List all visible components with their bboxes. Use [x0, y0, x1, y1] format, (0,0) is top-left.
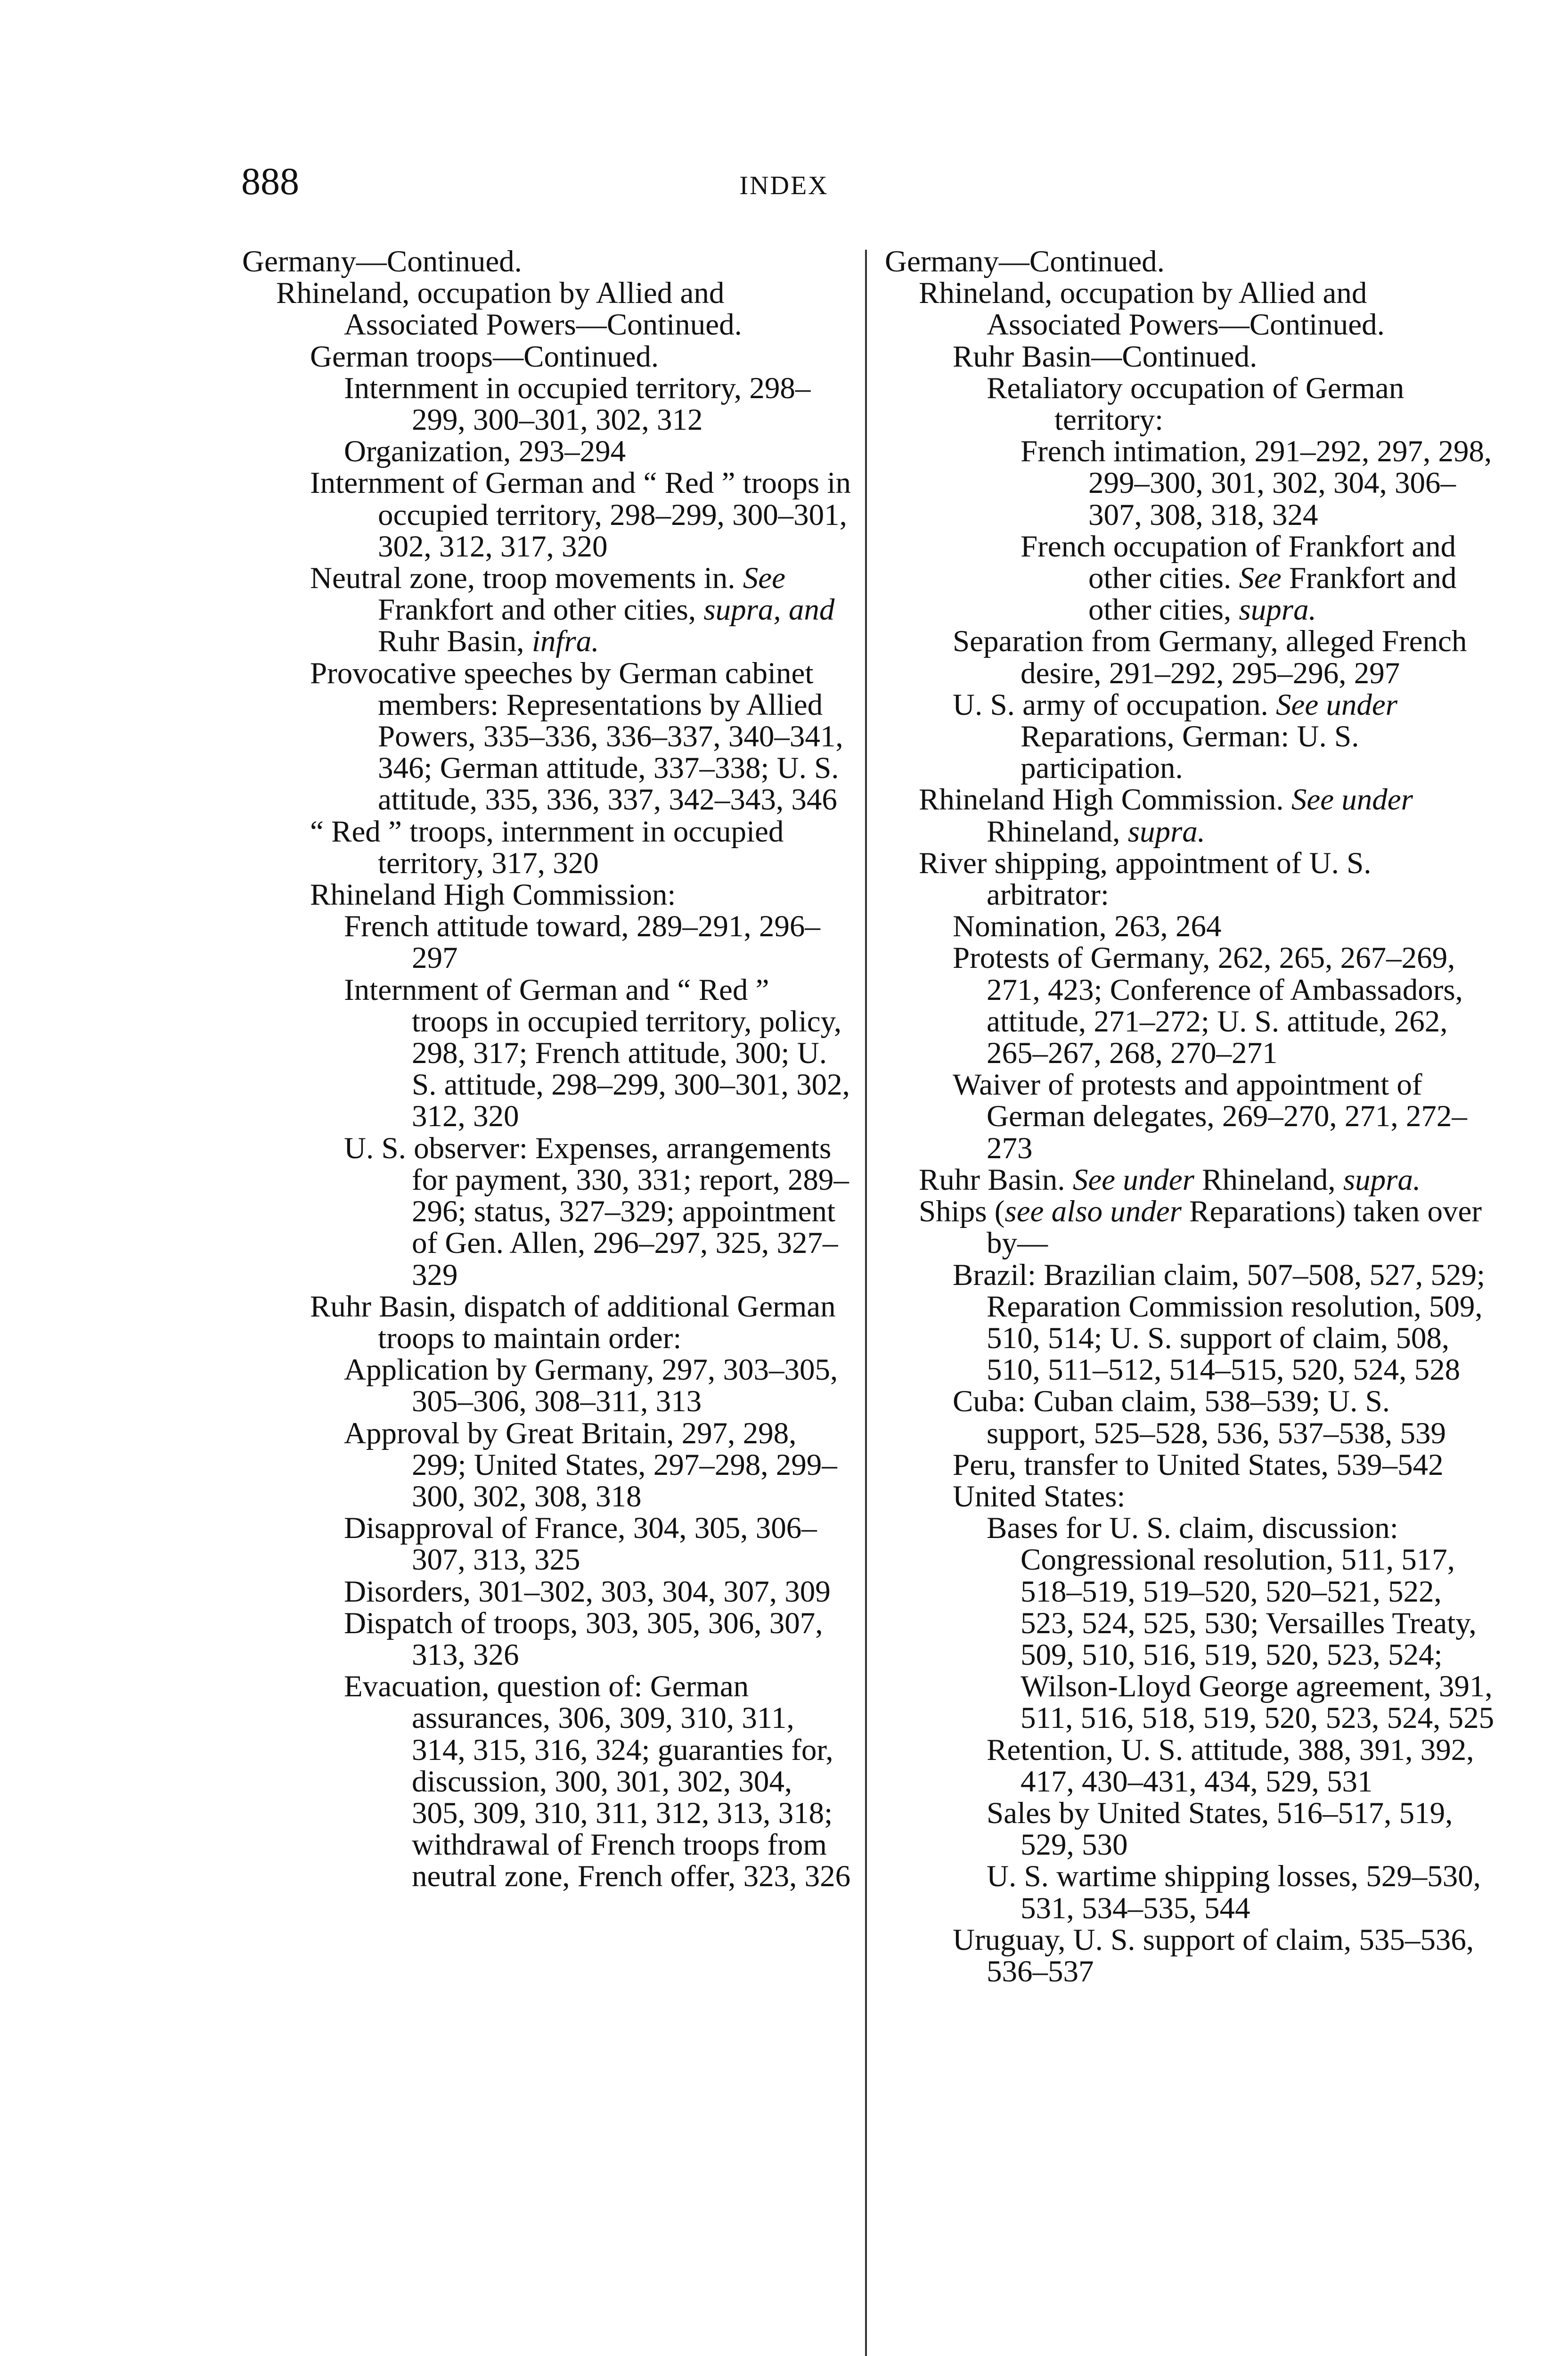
index-entry: Uruguay, U. S. support of claim, 535–536, 536–537: [953, 1922, 1474, 1988]
index-entry: Approval by Great Britain, 297, 298, 299; United States, 297–298, 299–300, 302, 308, 318: [344, 1416, 837, 1513]
index-entry: U. S. observer: Expenses, arrangements for payment, 330, 331; report, 289–296; status, 327–329; appointment of Gen. Allen, 296–297, 325, 327–329: [344, 1131, 849, 1292]
index-entry: Cuba: Cuban claim, 538–539; U. S. support, 525–528, 536, 537–538, 539: [953, 1384, 1446, 1450]
index-entry: German troops—Continued.: [310, 339, 659, 374]
running-head: INDEX: [739, 171, 829, 200]
index-entry: River shipping, appointment of U. S. arbitrator:: [919, 846, 1372, 912]
index-entry: Brazil: Brazilian claim, 507–508, 527, 529; Reparation Commission resolution, 509, 510, 514; U. S. support of claim, 508, 510, 511–512, 514–515, 520, 524, 528: [953, 1258, 1486, 1387]
index-entry: Germany—Continued.: [242, 245, 522, 278]
index-entry: Germany—Continued.: [885, 245, 1165, 278]
index-entry: Rhineland High Commission:: [310, 878, 676, 912]
index-entry: Retention, U. S. attitude, 388, 391, 392, 417, 430–431, 434, 529, 531: [987, 1733, 1474, 1799]
index-entry: Bases for U. S. claim, discussion: Congressional resolution, 511, 517, 518–519, 519–520, 520–521, 522, 523, 524, 525, 530; Versailles Treaty, 509, 510, 516, 519, 520, 523, 524; Wilson-Lloyd George agreement, 391, 511, 516, 518, 519, 520, 523, 524, 525: [987, 1511, 1494, 1735]
index-entry: Internment of German and “ Red ” troops in occupied territory, 298–299, 300–301, 302, 312, 317, 320: [310, 466, 851, 564]
index-entry: Provocative speeches by German cabinet members: Representations by Allied Powers, 335–336, 336–337, 340–341, 346; German attitude, 337–338; U. S. attitude, 335, 336, 337, 342–343, 346: [310, 656, 843, 817]
index-column-right: [885, 246, 1495, 1988]
index-entry: Disorders, 301–302, 303, 304, 307, 309: [344, 1574, 831, 1609]
index-entry: Sales by United States, 516–517, 519, 529, 530: [987, 1796, 1453, 1862]
index-entry: Protests of Germany, 262, 265, 267–269, 271, 423; Conference of Ambassadors, attitude, 271–272; U. S. attitude, 262, 265–267, 268, 270–271: [953, 941, 1463, 1071]
index-entry: Organization, 293–294: [344, 434, 626, 469]
index-entry: United States:: [953, 1479, 1126, 1513]
index-entry: “ Red ” troops, internment in occupied territory, 317, 320: [310, 814, 784, 880]
index-entry: Ships (see also under Reparations) taken over by—: [919, 1194, 1482, 1260]
index-entry: Retaliatory occupation of German territory:: [987, 371, 1405, 437]
index-entry: Dispatch of troops, 303, 305, 306, 307, 313, 326: [344, 1606, 823, 1672]
index-entry: Neutral zone, troop movements in. See Frankfort and other cities, supra, and Ruhr Basin, infra.: [310, 561, 835, 659]
column-divider: [865, 250, 867, 2356]
index-entry: French occupation of Frankfort and other cities. See Frankfort and other cities, supra.: [1021, 529, 1457, 627]
index-entry: Application by Germany, 297, 303–305, 305–306, 308–311, 313: [344, 1353, 838, 1419]
index-entry: French intimation, 291–292, 297, 298, 299–300, 301, 302, 304, 306–307, 308, 318, 324: [1021, 434, 1492, 532]
index-entry: Disapproval of France, 304, 305, 306–307, 313, 325: [344, 1511, 817, 1577]
index-entry: U. S. army of occupation. See under Reparations, German: U. S. participation.: [953, 687, 1398, 785]
index-entry: Nomination, 263, 264: [953, 909, 1222, 944]
index-entry: Waiver of protests and appointment of German delegates, 269–270, 271, 272–273: [953, 1068, 1467, 1165]
index-entry: Separation from Germany, alleged French desire, 291–292, 295–296, 297: [953, 624, 1467, 690]
index-entry: Rhineland, occupation by Allied and Associated Powers—Continued.: [919, 276, 1385, 342]
index-entry: Rhineland High Commission. See under Rhineland, supra.: [919, 783, 1413, 849]
index-entry: Ruhr Basin—Continued.: [953, 339, 1258, 374]
index-entry: Ruhr Basin, dispatch of additional German troops to maintain order:: [310, 1289, 836, 1355]
index-entry: Peru, transfer to United States, 539–542: [953, 1448, 1444, 1482]
index-entry: Ruhr Basin. See under Rhineland, supra.: [919, 1162, 1421, 1197]
index-column-left: [242, 246, 853, 1893]
index-entry: Evacuation, question of: German assurances, 306, 309, 310, 311, 314, 315, 316, 324; guaranties for, discussion, 300, 301, 302, 304, 305, 309, 310, 311, 312, 313, 318; withdrawal of French troops from neutral zone, French offer, 323, 326: [344, 1669, 851, 1894]
index-entry: Internment of German and “ Red ” troops in occupied territory, policy, 298, 317; French attitude, 300; U. S. attitude, 298–299, 300–301, 302, 312, 320: [344, 973, 850, 1134]
index-entry: French attitude toward, 289–291, 296–297: [344, 909, 820, 975]
index-entry: Internment in occupied territory, 298–299, 300–301, 302, 312: [344, 371, 811, 437]
index-entry: Rhineland, occupation by Allied and Associated Powers—Continued.: [276, 276, 742, 342]
page-number: 888: [241, 160, 299, 203]
index-entry: U. S. wartime shipping losses, 529–530, 531, 534–535, 544: [987, 1859, 1481, 1925]
